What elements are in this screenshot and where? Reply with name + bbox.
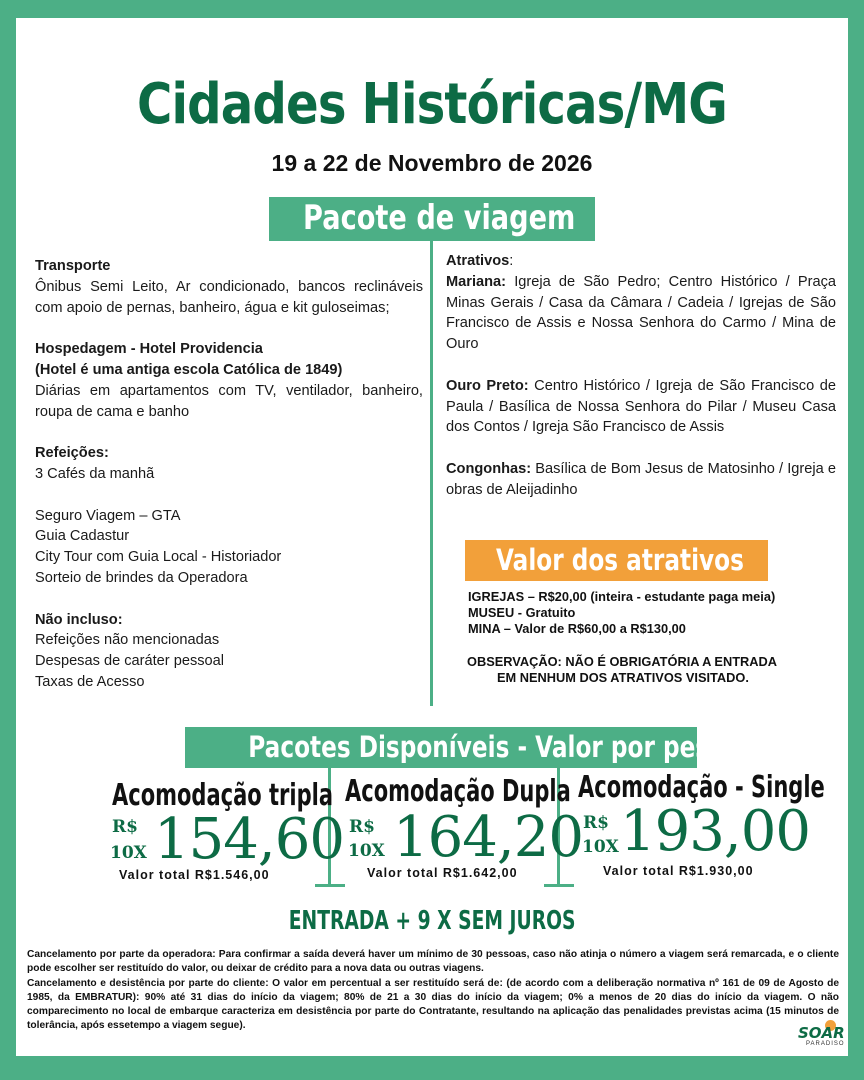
congonhas-label: Congonhas: [446, 460, 532, 477]
payment-terms [0, 906, 864, 936]
package-total: Valor total R$1.642,00 [367, 866, 518, 880]
valor-line: IGREJAS – R$20,00 (inteira - estudante paga meia) [468, 589, 776, 604]
valor-atrativos-list [468, 589, 828, 637]
payment-terms-label: ENTRADA + 9 X SEM JUROS [288, 906, 576, 936]
mariana-text [446, 272, 836, 355]
mariana-description: Igreja de São Pedro; Centro Histórico / Praça Minas Gerais / Casa da Câmara / Cadeia / Igrejas de São Francisco de Assis e Nossa Senhora do Carmo / Mina de Ouro [446, 273, 836, 353]
package-total: Valor total R$1.546,00 [119, 868, 270, 882]
package-divider-1-foot [315, 884, 345, 887]
observacao-line-1: OBSERVAÇÃO: NÃO É OBRIGATÓRIA A ENTRADA [467, 654, 777, 669]
package-card-tripla [110, 774, 344, 884]
nao-incluso-item: Despesas de caráter pessoal [35, 653, 225, 670]
cancel-operator-text: Cancelamento por parte da operadora: Para confirmar a saída deverá haver um mínimo de 30 pessoas, caso não atinja o número a viagem será remarcada, e o cliente pode escolher ser restituído do valor, ou deixar de crédito para a nova data ou outras viagens. [27, 949, 839, 975]
extra-item: Seguro Viagem – GTA [35, 507, 181, 524]
package-installments: 10X [348, 841, 385, 861]
hospedagem-heading: Hospedagem - Hotel Providencia [35, 341, 263, 358]
package-banner-label: Pacote de viagem [303, 198, 576, 238]
package-card-dupla [345, 770, 583, 882]
package-divider-2-foot [544, 884, 574, 887]
package-price: 154,60 [154, 807, 344, 872]
package-installments: 10X [582, 837, 619, 857]
extra-item: Sorteio de brindes da Operadora [35, 569, 248, 586]
package-price: 193,00 [620, 799, 810, 864]
cancel-client-text: Cancelamento e desistência por parte do cliente: O valor em percentual a ser restituído será de: (de acordo com a deliberação normativa nº 161 de 09 de Agosto de 1985, da EMBRATUR): 90% até 31 dias do início da viagem; 80% de 21 a 30 dias do início da viagem; 0% a menos de 20 dias do início da viagem. O não comparecimento no local de embarque caracteriza em desistência por parte do Contratante, resultando na aplicação das penalidades previstas acima (15 minutos de tolerância, após essetempo a viagem segue). [27, 977, 839, 1032]
extra-item: Guia Cadastur [35, 528, 130, 545]
package-currency: R$ [583, 813, 609, 833]
transporte-heading: Transporte [35, 258, 111, 274]
fine-print [27, 948, 839, 1034]
package-price: 164,20 [393, 805, 583, 870]
hospedagem-subheading: (Hotel é uma antiga escola Católica de 1849) [35, 361, 343, 378]
page-title: Cidades Históricas/MG [137, 72, 727, 137]
hospedagem-text: Diárias em apartamentos com TV, ventilador, banheiro, roupa de cama e banho [35, 382, 423, 420]
brand-logo: SOAR [798, 1024, 845, 1042]
refeicoes-text: 3 Cafés da manhã [35, 465, 155, 482]
package-title: Acomodação tripla [112, 778, 333, 813]
valor-atrativos-label: Valor dos atrativos [495, 543, 744, 577]
package-title: Acomodação Dupla [345, 774, 571, 809]
valor-line: MINA – Valor de R$60,00 a R$130,00 [468, 621, 686, 636]
ouro-preto-description: Centro Histórico / Igreja de São Francisco de Paula / Basílica de Nossa Senhora do Pilar / Museu Casa dos Contos / Igreja São Francisco de Assis [446, 377, 837, 436]
brand-logo-sub: PARADISO [806, 1041, 845, 1047]
valor-atrativos-banner [465, 540, 768, 581]
package-currency: R$ [112, 817, 138, 837]
package-title: Acomodação - Single [578, 770, 825, 805]
right-column [446, 251, 836, 501]
left-column [35, 256, 423, 693]
observacao-line-2: EM NENHUM DOS ATRATIVOS VISITADO. [497, 670, 749, 685]
valor-line: MUSEU - Gratuito [468, 605, 576, 620]
extra-item: City Tour com Guia Local - Historiador [35, 549, 282, 566]
atrativos-label: Atrativos [446, 253, 510, 269]
nao-incluso-item: Taxas de Acesso [35, 673, 145, 690]
package-total: Valor total R$1.930,00 [603, 864, 754, 878]
column-divider [430, 241, 433, 706]
atrativos-colon: : [509, 253, 514, 269]
nao-incluso-item: Refeições não mencionadas [35, 632, 220, 649]
package-installments: 10X [110, 843, 147, 863]
pacotes-banner [185, 727, 755, 768]
ouro-preto-label: Ouro Preto: [446, 377, 529, 394]
refeicoes-heading: Refeições: [35, 445, 109, 462]
package-currency: R$ [349, 817, 375, 837]
atrativos-heading [446, 251, 836, 272]
trip-dates: 19 a 22 de Novembro de 2026 [271, 150, 593, 176]
ouro-preto-text [446, 376, 836, 438]
nao-incluso-heading: Não incluso: [35, 611, 123, 628]
pacotes-banner-label: Pacotes Disponíveis - Valor por pessoa [248, 730, 755, 764]
congonhas-description: Basílica de Bom Jesus de Matosinho / Igreja e obras de Aleijadinho [446, 460, 836, 498]
mariana-label: Mariana: [446, 273, 507, 290]
congonhas-text [446, 459, 836, 501]
transporte-text: Ônibus Semi Leito, Ar condicionado, bancos reclináveis com apoio de pernas, banheiro, água e kit guloseimas; [35, 278, 423, 316]
package-banner [269, 197, 595, 241]
package-card-single [577, 768, 827, 880]
